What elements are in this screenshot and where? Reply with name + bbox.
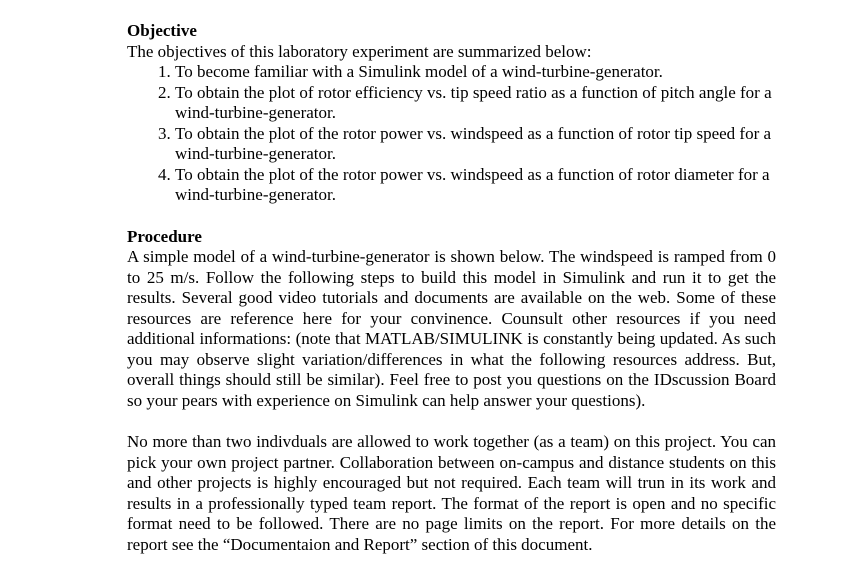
procedure-heading: Procedure [127,226,202,246]
procedure-paragraph: A simple model of a wind-turbine-generator is shown below. The windspeed is ramped from 0 to 25 m/s. Follow the following steps to build this model in Simulink and run it to get the results. Several good video tutorials and documents are available on the web. Some of these resources are reference here for your convinence. Counsult other resources if you need additional informations: (note that MATLAB/SIMULINK is constantly being updated. As such you may observe slight variation/differences in what the following resources address. But, overall things should still be similar). Feel free to post you questions on the IDscussion Board so your pears with experience on Simulink can help answer your questions). [127,247,776,410]
objective-item: 2. To obtain the plot of rotor efficiency vs. tip speed ratio as a function of pitch angle for a wind-turbine-generator. [175,83,776,124]
objective-section [127,21,776,206]
objective-item: 3. To obtain the plot of the rotor power vs. windspeed as a function of rotor tip speed for a wind-turbine-generator. [175,124,776,165]
procedure-section [127,227,776,556]
objective-list [127,62,776,206]
objective-heading: Objective [127,21,197,40]
paragraph-spacer [127,411,776,432]
objective-item: 1. To become familiar with a Simulink model of a wind-turbine-generator. [175,62,776,83]
objective-item: 4. To obtain the plot of the rotor power vs. windspeed as a function of rotor diameter for a wind-turbine-generator. [175,165,776,206]
objective-intro: The objectives of this laboratory experiment are summarized below: [127,41,592,61]
team-paragraph: No more than two indivduals are allowed to work together (as a team) on this project. You can pick your own project partner. Collaboration between on-campus and distance students on this and other projects is highly encouraged but not required. Each team will trun in its work and results in a professionally typed team report. The format of the report is open and no specific format need to be followed. There are no page limits on the report. For more details on the report see the “Documentaion and Report” section of this document. [127,432,776,554]
document-page [127,21,776,555]
